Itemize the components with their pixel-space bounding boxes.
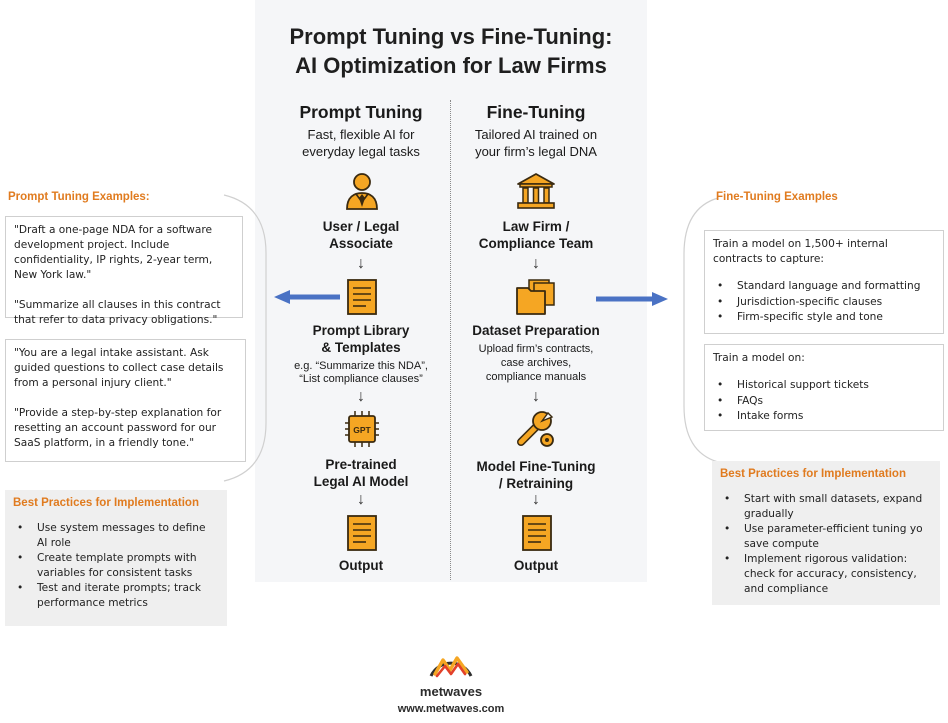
example-prompt: "Provide a step-by-step explanation for resetting an account password for our SaaS platform, in a friendly tone." (14, 407, 222, 449)
fine-tuning-examples-heading: Fine-Tuning Examples (716, 191, 838, 203)
fine-tuning-examples-box-1 (704, 230, 944, 334)
fine-tuning-subtitle-1: Tailored AI trained on (474, 127, 598, 142)
main-title-line1: Prompt Tuning vs Fine-Tuning: (289, 24, 613, 49)
fine-tuning-example-item: • Intake forms (713, 409, 935, 425)
example-prompt: "Draft a one-page NDA for a software development project. Include confidentiality, IP rights, 2-year term, New York law." (14, 224, 213, 281)
user-legal-associate-label-2: Associate (329, 236, 393, 251)
fine-tuning-output-label: Output (513, 558, 559, 573)
main-title-line2: AI Optimization for Law Firms (295, 53, 607, 78)
wrench-icon (517, 410, 557, 450)
folder-icon (515, 278, 557, 316)
dataset-preparation-label: Dataset Preparation (472, 323, 600, 338)
pretrained-model-label-1: Pre-trained (325, 457, 397, 472)
flow-arrow: ↓ (532, 388, 540, 405)
fine-tuning-title: Fine-Tuning (486, 102, 586, 122)
fine-tuning-example-item: • Jurisdiction-specific clauses (713, 295, 935, 311)
user-legal-associate-label-1: User / Legal (322, 219, 400, 234)
prompt-tuning-examples-heading: Prompt Tuning Examples: (8, 191, 150, 203)
bank-icon (516, 172, 556, 210)
prompt-tuning-subtitle-2: everyday legal tasks (302, 144, 420, 159)
fine-tuning-example-item: • Historical support tickets (713, 378, 935, 394)
prompt-best-practices-heading: Best Practices for Implementation (13, 497, 199, 509)
document-icon (346, 278, 378, 316)
left-arrow-icon (274, 290, 340, 304)
fine-tuning-example-item: • FAQs (713, 394, 935, 410)
brand-name: metwaves (419, 684, 483, 699)
best-practice-item: • Use system messages to define AI role (13, 521, 219, 551)
fine-tuning-subtitle-2: your firm’s legal DNA (475, 144, 597, 159)
document-icon (346, 514, 378, 552)
user-icon (345, 172, 379, 210)
best-practice-item: • Test and iterate prompts; track performance metrics (13, 581, 219, 611)
gpt-chip-label: GPT (353, 425, 371, 435)
fine-tuning-example-intro: Train a model on 1,500+ internal contracts to capture: (713, 238, 888, 265)
example-prompt: "You are a legal intake assistant. Ask guided questions to collect case details from a personal injury client." (14, 347, 224, 389)
fine-tuning-best-practices-heading: Best Practices for Implementation (720, 468, 906, 480)
best-practice-item: • Start with small datasets, expand gradually (720, 492, 932, 522)
dataset-desc-1: Upload firm’s contracts, (478, 343, 594, 355)
dataset-desc-3: compliance manuals (485, 371, 587, 383)
best-practice-item: • Implement rigorous validation: check for accuracy, consistency, and compliance (720, 552, 932, 597)
prompt-examples-box-2 (5, 339, 246, 462)
right-arrow-icon (596, 292, 668, 306)
flow-arrow: ↓ (532, 491, 540, 508)
best-practice-item: • Create template prompts with variables for consistent tasks (13, 551, 219, 581)
flow-arrow: ↓ (532, 255, 540, 272)
gpt-chip-icon (345, 410, 379, 448)
flow-arrow: ↓ (357, 491, 365, 508)
prompt-examples-box-1 (5, 216, 243, 326)
model-fine-tuning-label-2: / Retraining (498, 476, 574, 491)
prompt-output-label: Output (338, 558, 384, 573)
metwaves-logo-icon (425, 646, 477, 684)
brand-url[interactable]: www.metwaves.com (397, 703, 505, 715)
law-firm-label-1: Law Firm / (502, 219, 570, 234)
fine-tuning-example-item: • Firm-specific style and tone (713, 310, 935, 326)
best-practice-item: • Use parameter-efficient tuning yo save compute (720, 522, 932, 552)
document-icon (521, 514, 553, 552)
prompt-library-example-2: “List compliance clauses” (299, 373, 423, 385)
prompt-best-practices (5, 490, 227, 626)
fine-tuning-best-practices (712, 461, 940, 605)
prompt-tuning-title: Prompt Tuning (299, 102, 423, 122)
prompt-tuning-subtitle-1: Fast, flexible AI for (307, 127, 415, 142)
dataset-desc-2: case archives, (500, 357, 572, 369)
flow-arrow: ↓ (357, 388, 365, 405)
pretrained-model-label-2: Legal AI Model (313, 474, 409, 489)
fine-tuning-examples-box-2 (704, 344, 944, 431)
law-firm-label-2: Compliance Team (478, 236, 594, 251)
example-prompt: "Summarize all clauses in this contract that refer to data privacy obligations." (14, 299, 221, 326)
prompt-library-label-1: Prompt Library (312, 323, 410, 338)
fine-tuning-example-item: • Standard language and formatting (713, 279, 935, 295)
model-fine-tuning-label-1: Model Fine-Tuning (476, 459, 596, 474)
flow-arrow: ↓ (357, 255, 365, 272)
prompt-library-label-2: & Templates (321, 340, 401, 355)
prompt-library-example-1: e.g. “Summarize this NDA”, (294, 360, 428, 372)
fine-tuning-example-intro: Train a model on: (713, 352, 805, 364)
